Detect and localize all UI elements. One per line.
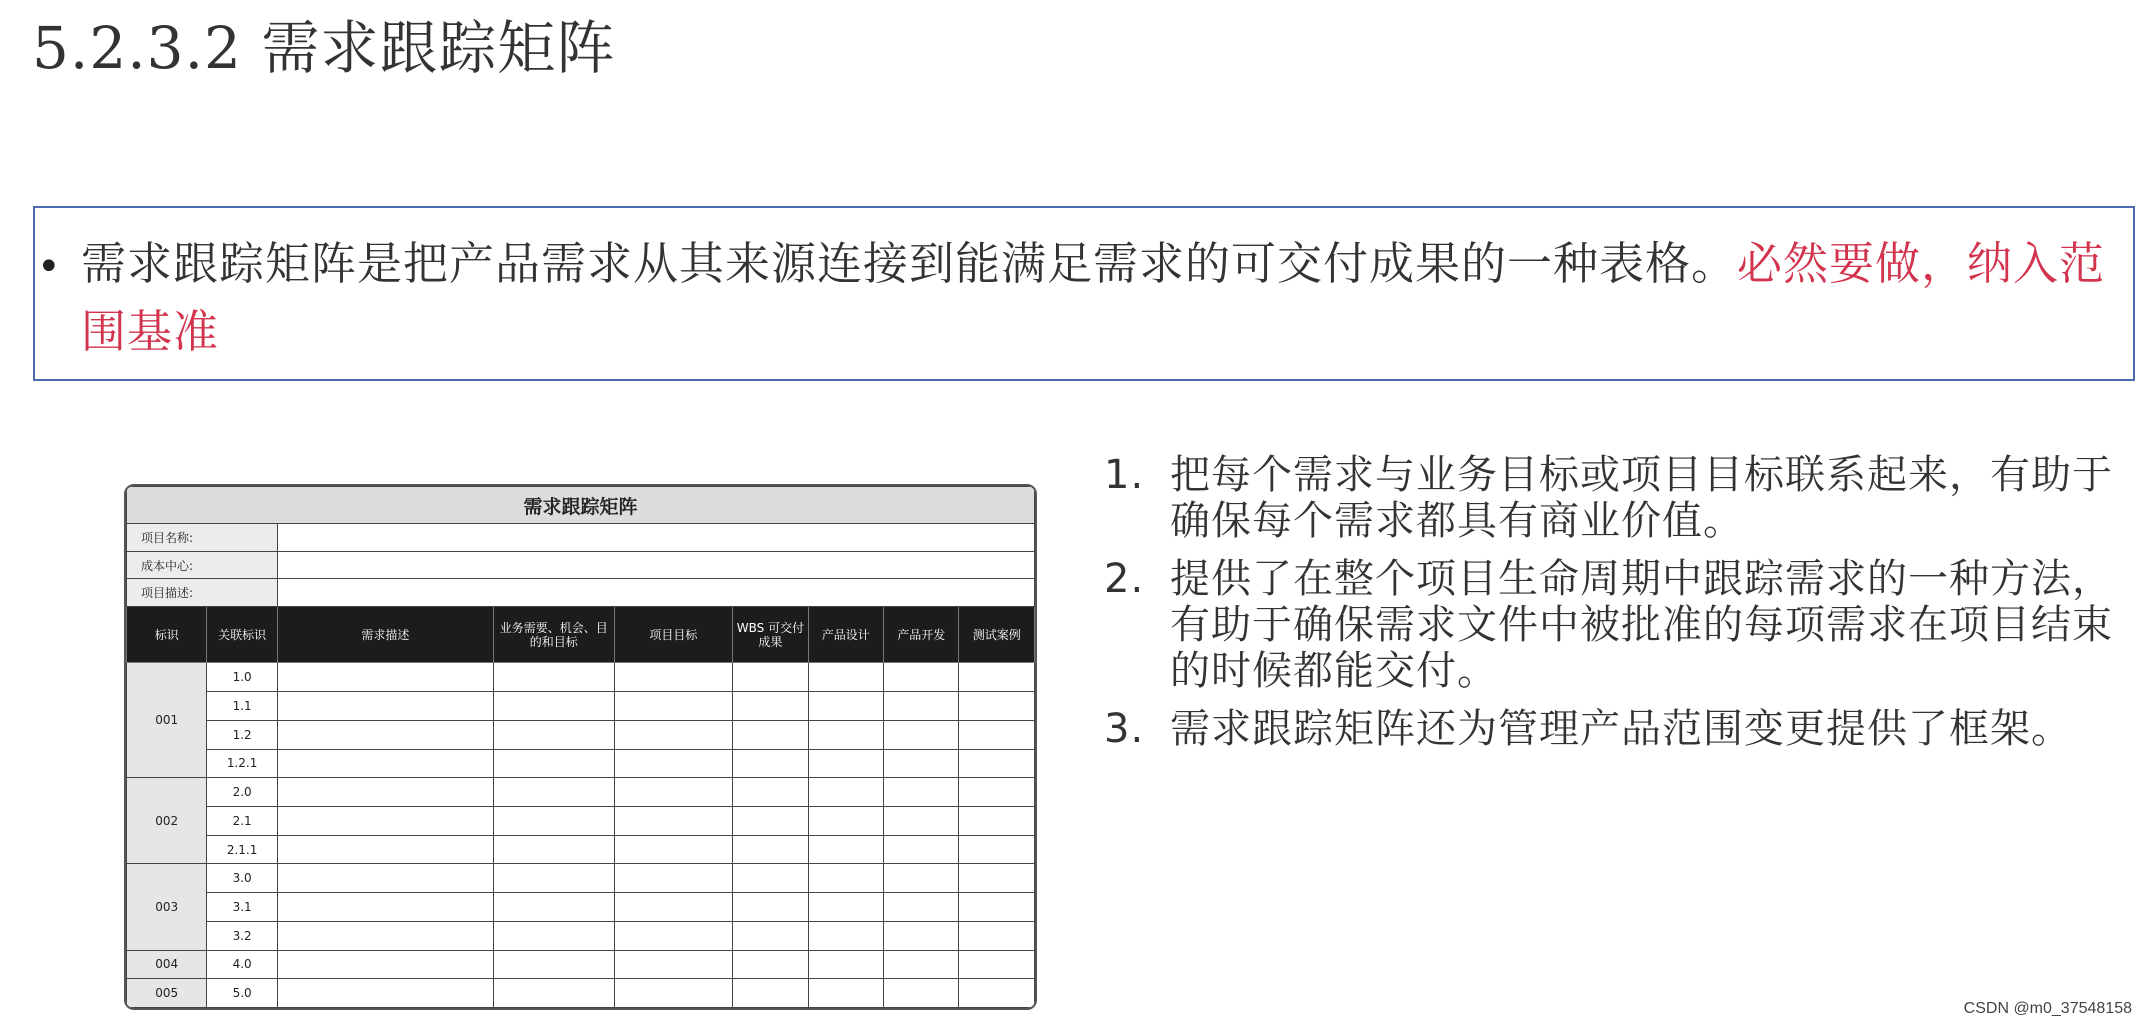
header-id: 标识 xyxy=(127,607,207,663)
empty-cell xyxy=(733,864,808,893)
table-row xyxy=(127,692,1035,721)
empty-cell xyxy=(277,835,493,864)
related-id-cell: 3.1 xyxy=(207,893,277,922)
meta-value-project-name xyxy=(277,524,1034,552)
table-row xyxy=(127,778,1035,807)
empty-cell xyxy=(808,720,883,749)
empty-cell xyxy=(959,663,1035,692)
requirement-id-cell: 004 xyxy=(127,950,207,979)
table-row xyxy=(127,749,1035,778)
table-row xyxy=(127,720,1035,749)
empty-cell xyxy=(277,778,493,807)
empty-cell xyxy=(733,979,808,1008)
empty-cell xyxy=(884,950,959,979)
requirement-id-cell: 002 xyxy=(127,778,207,864)
empty-cell xyxy=(614,663,733,692)
header-business-needs: 业务需要、机会、目的和目标 xyxy=(493,607,614,663)
empty-cell xyxy=(493,749,614,778)
watermark: CSDN @m0_37548158 xyxy=(1963,1000,2132,1017)
empty-cell xyxy=(959,864,1035,893)
list-text: 把每个需求与业务目标或项目目标联系起来，有助于确保每个需求都具有商业价值。 xyxy=(1170,452,2113,544)
empty-cell xyxy=(959,979,1035,1008)
table-row xyxy=(127,979,1035,1008)
table-row xyxy=(127,663,1035,692)
meta-label-project-desc: 项目描述: xyxy=(127,579,278,607)
empty-cell xyxy=(493,663,614,692)
list-item xyxy=(1104,452,2134,544)
list-number: 3. xyxy=(1104,706,1145,752)
empty-cell xyxy=(733,806,808,835)
empty-cell xyxy=(733,950,808,979)
bullet-marker: • xyxy=(37,244,61,290)
table-row xyxy=(127,921,1035,950)
empty-cell xyxy=(959,921,1035,950)
definition-highlight: 必然要做，纳入范围基准 xyxy=(81,237,2106,358)
empty-cell xyxy=(808,778,883,807)
empty-cell xyxy=(959,692,1035,721)
empty-cell xyxy=(614,692,733,721)
related-id-cell: 3.0 xyxy=(207,864,277,893)
empty-cell xyxy=(959,720,1035,749)
matrix-table xyxy=(126,486,1035,1008)
empty-cell xyxy=(277,864,493,893)
meta-value-cost-center xyxy=(277,551,1034,579)
empty-cell xyxy=(614,950,733,979)
empty-cell xyxy=(808,806,883,835)
empty-cell xyxy=(614,921,733,950)
related-id-cell: 1.2 xyxy=(207,720,277,749)
empty-cell xyxy=(277,720,493,749)
related-id-cell: 5.0 xyxy=(207,979,277,1008)
table-row xyxy=(127,893,1035,922)
empty-cell xyxy=(277,692,493,721)
empty-cell xyxy=(733,663,808,692)
empty-cell xyxy=(808,893,883,922)
related-id-cell: 2.1.1 xyxy=(207,835,277,864)
empty-cell xyxy=(493,893,614,922)
requirement-id-cell: 005 xyxy=(127,979,207,1008)
empty-cell xyxy=(733,720,808,749)
empty-cell xyxy=(493,979,614,1008)
table-row xyxy=(127,950,1035,979)
empty-cell xyxy=(493,950,614,979)
list-number: 2. xyxy=(1104,556,1145,602)
empty-cell xyxy=(277,979,493,1008)
table-row xyxy=(127,864,1035,893)
related-id-cell: 2.0 xyxy=(207,778,277,807)
header-test-cases: 测试案例 xyxy=(959,607,1035,663)
definition-callout xyxy=(33,206,2135,381)
empty-cell xyxy=(884,778,959,807)
requirement-id-cell: 001 xyxy=(127,663,207,778)
definition-main: 需求跟踪矩阵是把产品需求从其来源连接到能满足需求的可交付成果的一种表格。 xyxy=(81,237,1738,290)
empty-cell xyxy=(808,692,883,721)
related-id-cell: 4.0 xyxy=(207,950,277,979)
empty-cell xyxy=(614,864,733,893)
empty-cell xyxy=(733,692,808,721)
traceability-matrix xyxy=(124,484,1037,1010)
empty-cell xyxy=(884,663,959,692)
empty-cell xyxy=(614,893,733,922)
meta-label-cost-center: 成本中心: xyxy=(127,551,278,579)
list-text: 提供了在整个项目生命周期中跟踪需求的一种方法，有助于确保需求文件中被批准的每项需求在项目结束的时候都能交付。 xyxy=(1170,556,2113,694)
empty-cell xyxy=(884,835,959,864)
related-id-cell: 1.1 xyxy=(207,692,277,721)
list-item xyxy=(1104,706,2134,752)
header-product-development: 产品开发 xyxy=(884,607,959,663)
empty-cell xyxy=(733,749,808,778)
empty-cell xyxy=(959,835,1035,864)
empty-cell xyxy=(959,778,1035,807)
empty-cell xyxy=(884,720,959,749)
list-text: 需求跟踪矩阵还为管理产品范围变更提供了框架。 xyxy=(1170,706,2072,752)
empty-cell xyxy=(493,864,614,893)
empty-cell xyxy=(808,663,883,692)
empty-cell xyxy=(277,749,493,778)
empty-cell xyxy=(884,864,959,893)
empty-cell xyxy=(277,893,493,922)
requirement-id-cell: 003 xyxy=(127,864,207,950)
empty-cell xyxy=(493,720,614,749)
header-related-id: 关联标识 xyxy=(207,607,277,663)
empty-cell xyxy=(808,835,883,864)
empty-cell xyxy=(493,778,614,807)
empty-cell xyxy=(959,806,1035,835)
empty-cell xyxy=(614,979,733,1008)
meta-label-project-name: 项目名称: xyxy=(127,524,278,552)
meta-value-project-desc xyxy=(277,579,1034,607)
header-product-design: 产品设计 xyxy=(808,607,883,663)
section-title: 5.2.3.2 需求跟踪矩阵 xyxy=(32,14,616,82)
empty-cell xyxy=(733,778,808,807)
empty-cell xyxy=(959,950,1035,979)
definition-text xyxy=(81,230,2137,366)
related-id-cell: 1.2.1 xyxy=(207,749,277,778)
empty-cell xyxy=(277,663,493,692)
empty-cell xyxy=(733,835,808,864)
empty-cell xyxy=(733,893,808,922)
empty-cell xyxy=(808,979,883,1008)
related-id-cell: 3.2 xyxy=(207,921,277,950)
empty-cell xyxy=(884,806,959,835)
empty-cell xyxy=(614,778,733,807)
related-id-cell: 2.1 xyxy=(207,806,277,835)
empty-cell xyxy=(277,950,493,979)
empty-cell xyxy=(614,806,733,835)
empty-cell xyxy=(959,749,1035,778)
table-row xyxy=(127,835,1035,864)
empty-cell xyxy=(959,893,1035,922)
empty-cell xyxy=(884,692,959,721)
empty-cell xyxy=(808,950,883,979)
empty-cell xyxy=(884,749,959,778)
header-wbs-deliverables: WBS 可交付成果 xyxy=(733,607,808,663)
empty-cell xyxy=(808,749,883,778)
table-row xyxy=(127,806,1035,835)
empty-cell xyxy=(884,893,959,922)
empty-cell xyxy=(493,692,614,721)
empty-cell xyxy=(493,835,614,864)
empty-cell xyxy=(808,864,883,893)
related-id-cell: 1.0 xyxy=(207,663,277,692)
empty-cell xyxy=(614,749,733,778)
matrix-title: 需求跟踪矩阵 xyxy=(127,487,1035,524)
empty-cell xyxy=(884,921,959,950)
list-item xyxy=(1104,556,2134,694)
empty-cell xyxy=(277,806,493,835)
empty-cell xyxy=(277,921,493,950)
header-project-objectives: 项目目标 xyxy=(614,607,733,663)
header-requirement-desc: 需求描述 xyxy=(277,607,493,663)
empty-cell xyxy=(808,921,883,950)
empty-cell xyxy=(614,835,733,864)
benefits-list xyxy=(1104,452,2134,764)
empty-cell xyxy=(493,806,614,835)
list-number: 1. xyxy=(1104,452,1145,498)
empty-cell xyxy=(614,720,733,749)
empty-cell xyxy=(884,979,959,1008)
empty-cell xyxy=(733,921,808,950)
empty-cell xyxy=(493,921,614,950)
